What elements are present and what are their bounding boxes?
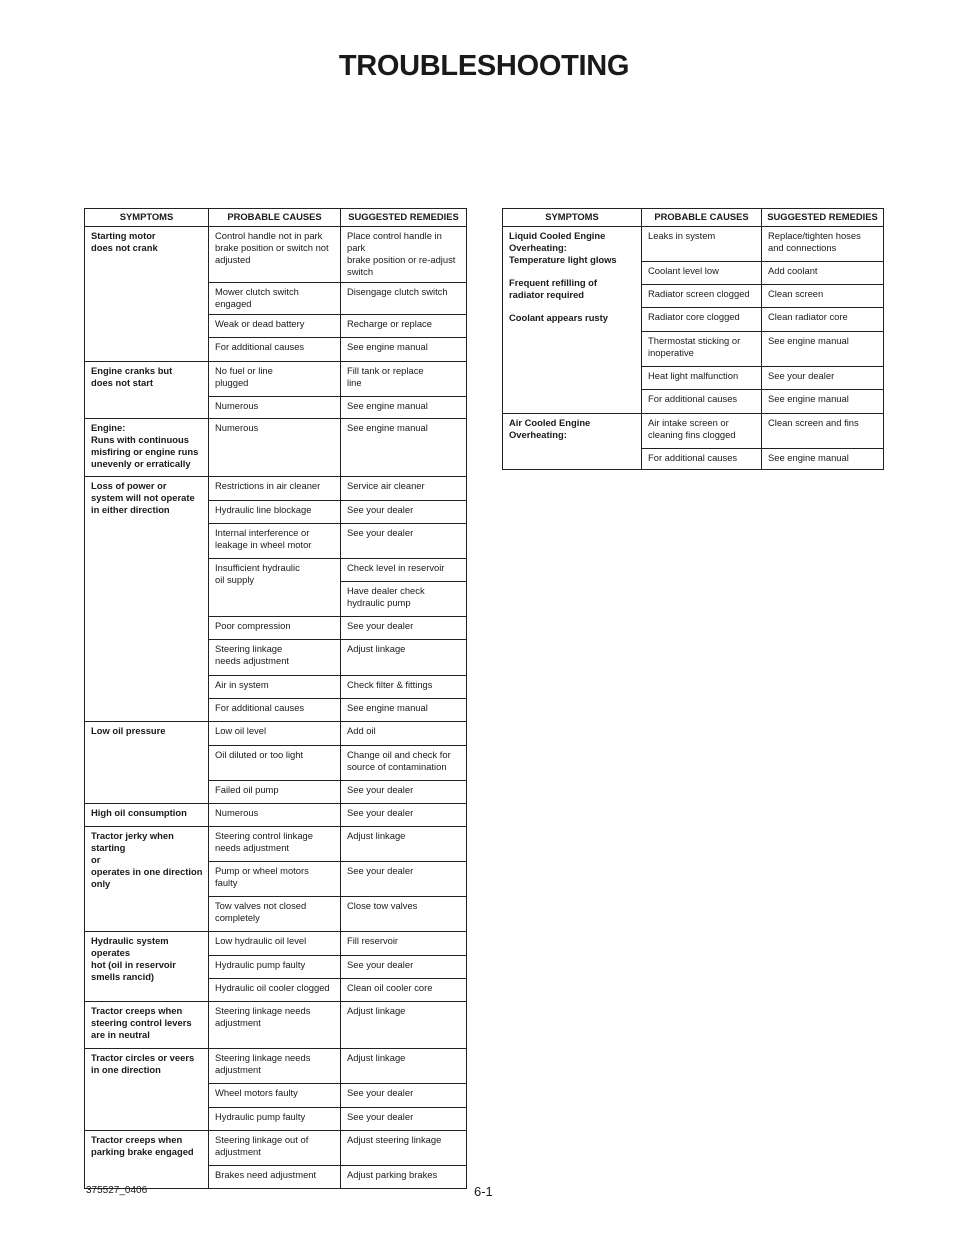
troubleshooting-table-right bbox=[502, 208, 884, 470]
cause-cell: Radiator screen clogged bbox=[642, 285, 762, 308]
remedy-cell: See your dealer bbox=[341, 1084, 467, 1108]
remedy-cell: See engine manual bbox=[762, 332, 884, 367]
cause-cell: Heat light malfunction bbox=[642, 367, 762, 390]
remedy-cell: See engine manual bbox=[762, 390, 884, 414]
cause-cell: Mower clutch switch engaged bbox=[209, 283, 341, 315]
remedy-cell: See your dealer bbox=[341, 804, 467, 827]
cause-cell: For additional causes bbox=[209, 699, 341, 722]
remedy-cell: Adjust linkage bbox=[341, 827, 467, 862]
symptoms-header: SYMPTOMS bbox=[503, 209, 642, 227]
cause-cell: Failed oil pump bbox=[209, 781, 341, 804]
symptom-cell: Hydraulic system operates hot (oil in reservoir smells rancid) bbox=[85, 932, 209, 1002]
remedy-cell: See your dealer bbox=[341, 956, 467, 979]
remedy-cell: See your dealer bbox=[341, 524, 467, 559]
remedy-cell: See your dealer bbox=[341, 862, 467, 897]
cause-cell: Steering linkage needs adjustment bbox=[209, 1002, 341, 1049]
cause-cell: Radiator core clogged bbox=[642, 308, 762, 332]
cause-cell: Weak or dead battery bbox=[209, 315, 341, 338]
cause-cell: Control handle not in park brake position or switch not adjusted bbox=[209, 227, 341, 283]
remedy-cell: Fill reservoir bbox=[341, 932, 467, 956]
cause-cell: Restrictions in air cleaner bbox=[209, 477, 341, 501]
remedy-cell: See your dealer bbox=[341, 617, 467, 640]
cause-cell: For additional causes bbox=[642, 390, 762, 414]
table-row bbox=[85, 477, 467, 501]
cause-cell: Coolant level low bbox=[642, 262, 762, 285]
cause-cell: For additional causes bbox=[642, 449, 762, 470]
cause-cell: Pump or wheel motors faulty bbox=[209, 862, 341, 897]
symptom-cell: Starting motor does not crank bbox=[85, 227, 209, 362]
remedy-cell: Add oil bbox=[341, 722, 467, 746]
symptom-text: Coolant appears rusty bbox=[509, 312, 608, 323]
cause-cell: Hydraulic pump faulty bbox=[209, 956, 341, 979]
symptom-text: Frequent refilling of radiator required bbox=[509, 277, 598, 300]
causes-header: PROBABLE CAUSES bbox=[209, 209, 341, 227]
remedy-cell: Adjust parking brakes bbox=[341, 1166, 467, 1189]
remedy-cell: Clean radiator core bbox=[762, 308, 884, 332]
symptom-cell bbox=[503, 227, 642, 414]
cause-cell: Steering linkage needs adjustment bbox=[209, 1049, 341, 1084]
cause-cell: Oil diluted or too light bbox=[209, 746, 341, 781]
causes-header: PROBABLE CAUSES bbox=[642, 209, 762, 227]
cause-cell: Numerous bbox=[209, 804, 341, 827]
table-row bbox=[85, 1131, 467, 1166]
cause-cell: Steering linkage needs adjustment bbox=[209, 640, 341, 676]
page-number: 6-1 bbox=[474, 1184, 493, 1199]
remedy-cell: Adjust linkage bbox=[341, 640, 467, 676]
cause-cell: Internal interference or leakage in wheel motor bbox=[209, 524, 341, 559]
cause-cell: Insufficient hydraulic oil supply bbox=[209, 559, 341, 617]
remedy-cell: See engine manual bbox=[341, 338, 467, 362]
cause-cell: Low hydraulic oil level bbox=[209, 932, 341, 956]
remedies-header: SUGGESTED REMEDIES bbox=[341, 209, 467, 227]
symptom-cell: Engine cranks but does not start bbox=[85, 362, 209, 419]
table-row bbox=[503, 227, 884, 262]
troubleshooting-table-left bbox=[84, 208, 467, 1189]
cause-cell: No fuel or line plugged bbox=[209, 362, 341, 397]
remedy-cell: Change oil and check for source of contamination bbox=[341, 746, 467, 781]
remedy-cell: Close tow valves bbox=[341, 897, 467, 932]
cause-cell: Tow valves not closed completely bbox=[209, 897, 341, 932]
remedy-cell: Recharge or replace bbox=[341, 315, 467, 338]
remedy-cell: Service air cleaner bbox=[341, 477, 467, 501]
cause-cell: Numerous bbox=[209, 397, 341, 419]
remedy-cell: See your dealer bbox=[341, 1108, 467, 1131]
remedy-cell: Disengage clutch switch bbox=[341, 283, 467, 315]
table-row bbox=[85, 804, 467, 827]
cause-cell: Numerous bbox=[209, 419, 341, 477]
remedy-cell: See your dealer bbox=[762, 367, 884, 390]
remedy-cell: Add coolant bbox=[762, 262, 884, 285]
remedy-cell: Replace/tighten hoses and connections bbox=[762, 227, 884, 262]
remedy-cell: Fill tank or replace line bbox=[341, 362, 467, 397]
symptom-cell: Engine: Runs with continuous misfiring or engine runs unevenly or erratically bbox=[85, 419, 209, 477]
remedy-cell: See engine manual bbox=[341, 419, 467, 477]
cause-cell: Air intake screen or cleaning fins clogged bbox=[642, 414, 762, 449]
cause-cell: Thermostat sticking or inoperative bbox=[642, 332, 762, 367]
table-row bbox=[85, 1049, 467, 1084]
cause-cell: Steering linkage out of adjustment bbox=[209, 1131, 341, 1166]
table-row bbox=[85, 722, 467, 746]
remedy-cell: See engine manual bbox=[762, 449, 884, 470]
remedies-header: SUGGESTED REMEDIES bbox=[762, 209, 884, 227]
remedy-cell: Clean screen bbox=[762, 285, 884, 308]
table-row bbox=[503, 414, 884, 449]
symptom-cell: Low oil pressure bbox=[85, 722, 209, 804]
cause-cell: Steering control linkage needs adjustment bbox=[209, 827, 341, 862]
cause-cell: For additional causes bbox=[209, 338, 341, 362]
remedy-cell: See engine manual bbox=[341, 699, 467, 722]
cause-cell: Leaks in system bbox=[642, 227, 762, 262]
cause-cell: Wheel motors faulty bbox=[209, 1084, 341, 1108]
table-row bbox=[85, 227, 467, 283]
table-row bbox=[85, 932, 467, 956]
remedy-cell: See your dealer bbox=[341, 781, 467, 804]
remedy-cell: See your dealer bbox=[341, 501, 467, 524]
symptoms-header: SYMPTOMS bbox=[85, 209, 209, 227]
remedy-cell: Adjust linkage bbox=[341, 1049, 467, 1084]
symptom-cell: Loss of power or system will not operate in either direction bbox=[85, 477, 209, 722]
document-code: 375527_0406 bbox=[86, 1185, 148, 1196]
table-row bbox=[85, 362, 467, 397]
table-row bbox=[85, 1002, 467, 1049]
remedy-cell: Clean oil cooler core bbox=[341, 979, 467, 1002]
table-header-row bbox=[503, 209, 884, 227]
cause-cell: Poor compression bbox=[209, 617, 341, 640]
table-row bbox=[85, 827, 467, 862]
symptom-cell bbox=[503, 414, 642, 470]
symptom-cell: High oil consumption bbox=[85, 804, 209, 827]
symptom-cell: Tractor jerky when starting or operates in one direction only bbox=[85, 827, 209, 932]
remedy-cell: See engine manual bbox=[341, 397, 467, 419]
remedy-cell: Check level in reservoir bbox=[341, 559, 467, 582]
cause-cell: Hydraulic oil cooler clogged bbox=[209, 979, 341, 1002]
cause-cell: Hydraulic line blockage bbox=[209, 501, 341, 524]
page-title: TROUBLESHOOTING bbox=[338, 50, 630, 82]
table-header-row bbox=[85, 209, 467, 227]
symptom-cell: Tractor creeps when parking brake engaged bbox=[85, 1131, 209, 1189]
symptom-text: Liquid Cooled Engine Overheating: Temperature light glows bbox=[509, 230, 617, 265]
remedy-cell: Have dealer check hydraulic pump bbox=[341, 582, 467, 617]
symptom-text: Air Cooled Engine Overheating: bbox=[509, 417, 591, 440]
remedy-cell: Place control handle in park brake position or re-adjust switch bbox=[341, 227, 467, 283]
remedy-cell: Adjust steering linkage bbox=[341, 1131, 467, 1166]
remedy-cell: Clean screen and fins bbox=[762, 414, 884, 449]
table-row bbox=[85, 419, 467, 477]
cause-cell: Low oil level bbox=[209, 722, 341, 746]
cause-cell: Air in system bbox=[209, 676, 341, 699]
cause-cell: Hydraulic pump faulty bbox=[209, 1108, 341, 1131]
symptom-cell: Tractor creeps when steering control levers are in neutral bbox=[85, 1002, 209, 1049]
remedy-cell: Adjust linkage bbox=[341, 1002, 467, 1049]
remedy-cell: Check filter & fittings bbox=[341, 676, 467, 699]
cause-cell: Brakes need adjustment bbox=[209, 1166, 341, 1189]
symptom-cell: Tractor circles or veers in one direction bbox=[85, 1049, 209, 1131]
